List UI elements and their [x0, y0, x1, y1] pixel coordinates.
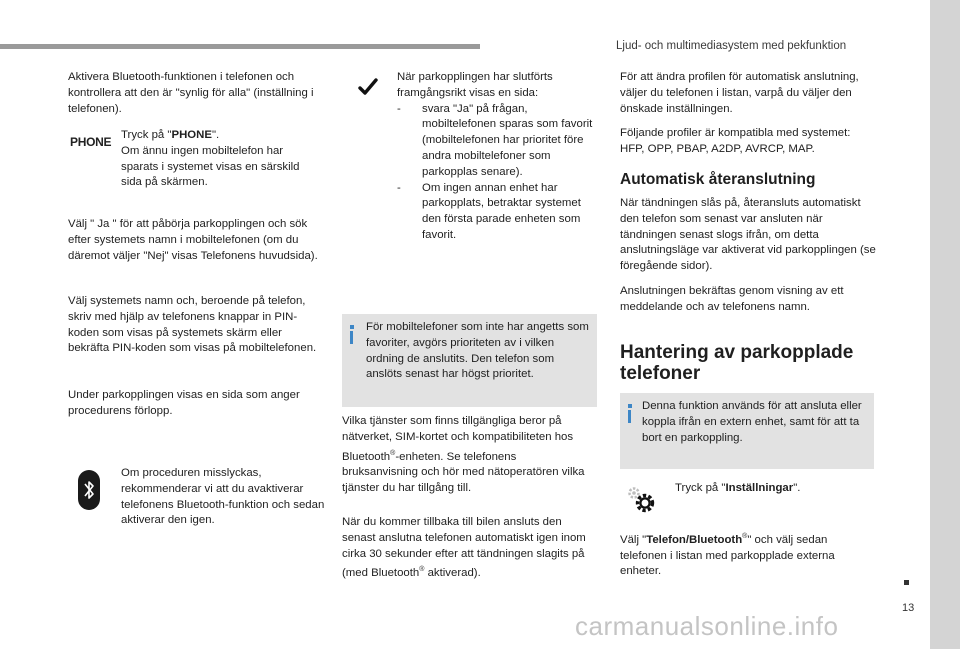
list-item: - Om ingen annan enhet har parkopplats, betraktar systemet den första parade enheten som favorit. [397, 181, 581, 241]
checkmark-icon [358, 78, 378, 96]
paragraph-auto-reconnect-car: När du kommer tillbaka till bilen ansluts den senast anslutna telefonen automatiskt igen inom cirka 30 sekunder efter att tändningen slagits på (med Bluetooth® aktiverad). [342, 516, 586, 580]
info-icon [628, 404, 632, 408]
section-title: Ljud- och multimediasystem med pekfunktion [616, 40, 847, 52]
paragraph-select-yes: Välj " Ja " för att påbörja parkopplingen och sök efter systemets namn i mobiltelefonen (om du däremot väljer "Nej" visas Telefonens huvudsida). [68, 218, 318, 262]
watermark: carmanualsonline.info [575, 611, 839, 641]
paragraph-services: Vilka tjänster som finns tillgängliga beror på nätverket, SIM-kortet och kompatibiliteten hos Bluetooth®-enheten. Se telefonens bruksanvisning och hör med nätoperatören vilka tjänster du har tillgång till. [342, 415, 585, 494]
paragraph-profiles: Följande profiler är kompatibla med systemet: HFP, OPP, PBAP, A2DP, AVRCP, MAP. [620, 127, 851, 155]
info-box-priority [342, 314, 597, 407]
list-item-text: Om ingen annan enhet har parkopplats, betraktar systemet den första parade enheten som favorit. [422, 181, 581, 241]
phone-icon: PHONE [70, 135, 112, 149]
paragraph-bluetooth-failure: Om proceduren misslyckas, rekommenderar vi att du avaktiverar telefonens Bluetooth-funktion och sedan aktiverar den igen. [121, 467, 325, 527]
page-number: 13 [902, 602, 915, 614]
info-text: Denna funktion används för att ansluta eller koppla ifrån en extern enhet, samt för att ta bort en parkoppling. [642, 400, 862, 444]
header-rule [0, 44, 480, 49]
phone-instruction: Tryck på "PHONE". Om ännu ingen mobiltelefon har sparats i systemet visas en särskild sida på skärmen. [121, 129, 300, 189]
paragraph-pairing-success: När parkopplingen har slutförts framgångsrikt visas en sida: [397, 71, 553, 99]
settings-instruction: Tryck på "Inställningar". [675, 482, 801, 494]
paragraph-select-telefon: Välj "Telefon/Bluetooth®" och välj sedan telefonen i listan med parkopplade externa enheter. [620, 533, 835, 578]
page-edge-strip [930, 0, 960, 649]
phone-instruction-detail: Om ännu ingen mobiltelefon har sparats i systemet visas en särskild sida på skärmen. [121, 144, 300, 189]
list-item: - svara "Ja" på frågan, mobiltelefonen sparas som favorit (mobiltelefonen har prioritet före andra mobiltelefoner som parkopplas senare). [397, 102, 593, 178]
paragraph-enter-pin: Välj systemets namn och, beroende på telefon, skriv med hjälp av telefonens knappar in PIN-koden som visas på systemets skärm eller bekräfta PIN-koden som visas på mobiltelefonen. [68, 295, 317, 355]
list-item-text: svara "Ja" på frågan, mobiltelefonen sparas som favorit (mobiltelefonen har prioritet före andra mobiltelefoner som parkopplas senare). [422, 102, 593, 178]
paragraph-change-profile: För att ändra profilen för automatisk anslutning, väljer du telefonen i listan, varpå du väljer den önskade inställningen. [620, 71, 859, 115]
paragraph-connection-confirm: Anslutningen bekräftas genom visning av ett meddelande och av telefonens namn. [620, 285, 844, 313]
info-text: För mobiltelefoner som inte har angetts som favoriter, avgörs prioriteten av i vilken ordning de anslutits. Den telefon som anslöts senast har högst prioritet. [366, 321, 589, 381]
info-icon [350, 325, 354, 329]
bluetooth-icon [78, 470, 100, 510]
paragraph-activate-bluetooth: Aktivera Bluetooth-funktionen i telefonen och kontrollera att den är "synlig för alla" (inställning i telefonen). [68, 71, 314, 115]
paragraph-pairing-progress: Under parkopplingen visas en sida som anger procedurens förlopp. [68, 389, 300, 417]
gear-icon [624, 482, 660, 518]
heading-auto-reconnect: Automatisk återanslutning [620, 171, 816, 188]
paragraph-auto-reconnect: När tändningen slås på, återansluts automatiskt den telefon som senast var ansluten när tändningen senast slogs ifrån, om detta anslutningsläge var aktiverat vid parkopplingen (se föregående sidor). [620, 197, 876, 273]
info-icon-bar [350, 331, 353, 344]
page-marker [904, 580, 909, 585]
info-box-manage [620, 393, 874, 469]
heading-manage-paired: Hantering av parkopplade telefoner [620, 342, 854, 384]
pairing-success-block [397, 70, 593, 244]
info-icon-bar [628, 410, 631, 423]
